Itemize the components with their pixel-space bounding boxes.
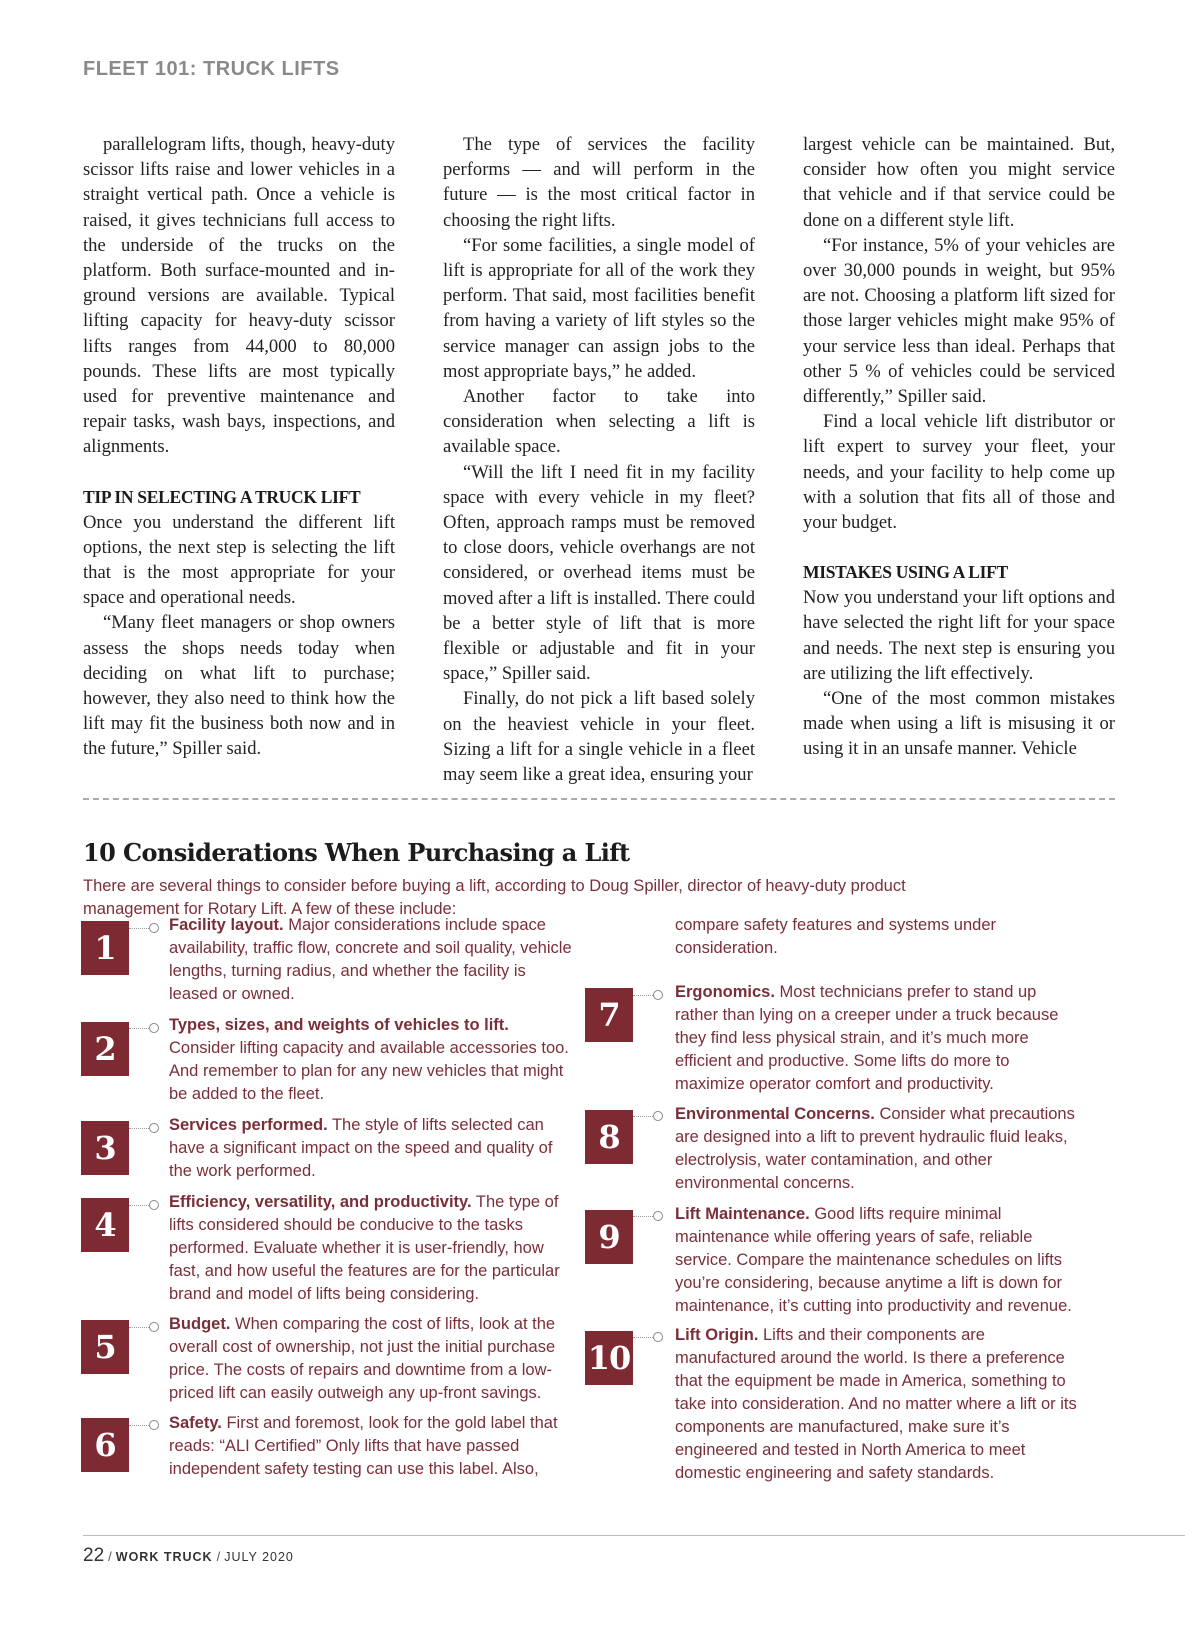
list-item bbox=[169, 1114, 574, 1183]
paragraph: largest vehicle can be maintained. But, consider how often you might service that vehicle and if that service could be done on a different style lift. bbox=[803, 134, 1115, 231]
connector-dot bbox=[653, 1211, 663, 1221]
item-lead: Lift Maintenance. bbox=[675, 1205, 810, 1223]
connector-line bbox=[633, 1116, 655, 1117]
paragraph: Now you understand your lift options and have selected the right lift for your space and needs. The next step is ensuring you are utilizing the lift effectively. bbox=[803, 587, 1115, 684]
paragraph: “For some facilities, a single model of lift is appropriate for all of the work they perform. That said, most facilities benefit from having a variety of lift styles so the service manager can assign jobs to the most appropriate bays,” he added. bbox=[443, 234, 755, 382]
list-item bbox=[675, 1203, 1080, 1318]
list-item bbox=[675, 981, 1080, 1096]
list-item bbox=[675, 1324, 1080, 1485]
item-lead: Safety. bbox=[169, 1414, 222, 1432]
paragraph: Finally, do not pick a lift based solely on the heaviest vehicle in your fleet. Sizing a lift for a single vehicle in a fleet may seem like a great idea, ensuring your bbox=[443, 688, 755, 786]
number-badge: 1 bbox=[81, 921, 129, 975]
section-label: FLEET 101: TRUCK LIFTS bbox=[83, 58, 340, 80]
item-lead: Ergonomics. bbox=[675, 983, 775, 1001]
dashed-divider bbox=[83, 798, 1115, 800]
number-badge: 3 bbox=[81, 1121, 129, 1175]
paragraph: parallelogram lifts, though, heavy-duty scissor lifts raise and lower vehicles in a straight vertical path. Once a vehicle is raised, it gives technicians full access to the underside of the trucks on the platform. Both surface-mounted and in-ground versions are available. Typical lifting capacity for heavy-duty scissor lifts ranges from 44,000 to 80,000 pounds. These lifts are most typically used for preventive maintenance and repair tasks, wash bays, inspections, and alignments. bbox=[83, 134, 395, 458]
connector-line bbox=[129, 1128, 151, 1129]
number-badge: 9 bbox=[585, 1210, 633, 1264]
list-item bbox=[675, 1103, 1080, 1195]
number-badge: 10 bbox=[585, 1331, 633, 1385]
footer-separator: / bbox=[216, 1549, 221, 1564]
article-column-1 bbox=[83, 132, 395, 762]
paragraph: The type of services the facility performs — and will perform in the future — is the most critical factor in choosing the right lifts. bbox=[443, 134, 755, 231]
item-lead: Facility layout. bbox=[169, 916, 284, 934]
item-body: Consider lifting capacity and available accessories too. And remember to plan for any new vehicles that might be added to the fleet. bbox=[169, 1039, 569, 1103]
item-body: First and foremost, look for the gold label that reads: “ALI Certified” Only lifts that have passed independent safety testing can use this label. Also, bbox=[169, 1414, 558, 1478]
item-body: Most technicians prefer to stand up rather than lying on a creeper under a truck because they find less physical strain, and it’s much more efficient and productive. Some lifts do more to maximize operator comfort and productivity. bbox=[675, 983, 1059, 1093]
page-number: 22 bbox=[83, 1545, 105, 1566]
connector-line bbox=[129, 1327, 151, 1328]
article-column-2 bbox=[443, 132, 755, 787]
item-body: The style of lifts selected can have a significant impact on the speed and quality of the work performed. bbox=[169, 1116, 553, 1180]
paragraph: “One of the most common mistakes made when using a lift is misusing it or using it in an unsafe manner. Vehicle bbox=[803, 688, 1115, 760]
connector-line bbox=[129, 1425, 151, 1426]
paragraph: Another factor to take into consideration when selecting a lift is available space. bbox=[443, 386, 755, 458]
list-item bbox=[169, 914, 574, 1006]
list-item bbox=[169, 1014, 574, 1106]
item-body: Major considerations include space availability, traffic flow, concrete and soil quality, vehicle lengths, turning radius, and whether the facility is leased or owned. bbox=[169, 916, 572, 1003]
number-badge: 8 bbox=[585, 1110, 633, 1164]
subheading: MISTAKES USING A LIFT bbox=[803, 562, 1008, 583]
item-lead: Environmental Concerns. bbox=[675, 1105, 875, 1123]
subheading: TIP IN SELECTING A TRUCK LIFT bbox=[83, 486, 361, 507]
item-lead: Types, sizes, and weights of vehicles to lift. bbox=[169, 1016, 509, 1034]
connector-line bbox=[633, 995, 655, 996]
paragraph: Find a local vehicle lift distributor or lift expert to survey your fleet, your needs, and your facility to help come up with a solution that fits all of those and your budget. bbox=[803, 411, 1115, 534]
number-badge: 2 bbox=[81, 1022, 129, 1076]
paragraph: Once you understand the different lift options, the next step is selecting the lift that is the most appropriate for your space and operational needs. bbox=[83, 511, 395, 609]
connector-dot bbox=[653, 1111, 663, 1121]
article-column-3 bbox=[803, 132, 1115, 762]
connector-line bbox=[633, 1337, 655, 1338]
sidebar-title: 10 Considerations When Purchasing a Lift bbox=[83, 838, 630, 867]
item-lead: Budget. bbox=[169, 1315, 231, 1333]
issue-date: JULY 2020 bbox=[224, 1550, 294, 1564]
list-item bbox=[169, 1191, 574, 1306]
item-body: When comparing the cost of lifts, look at the overall cost of ownership, not just the initial purchase price. The costs of repairs and downtime from a low-priced lift can easily outweigh any up-front savings. bbox=[169, 1315, 556, 1402]
paragraph: “Will the lift I need fit in my facility space with every vehicle in my fleet? Often, approach ramps must be removed to close doors, vehicle overhangs are not considered, or overhead items must be moved after a lift is installed. There could be a better style of lift that is more flexible or adjustable and fit in your space,” Spiller said. bbox=[443, 461, 755, 685]
paragraph: “For instance, 5% of your vehicles are over 30,000 pounds in weight, but 95% are not. Choosing a platform lift sized for those larger vehicles might make 95% of your service less than ideal. Perhaps that other 5 % of vehicles could be serviced differently,” Spiller said. bbox=[803, 234, 1115, 408]
connector-dot bbox=[149, 1123, 159, 1133]
item-body: Consider what precautions are designed into a lift to prevent hydraulic fluid leaks, electrolysis, water contamination, and other environmental concerns. bbox=[675, 1105, 1075, 1192]
connector-line bbox=[129, 1028, 151, 1029]
connector-dot bbox=[149, 1200, 159, 1210]
connector-dot bbox=[149, 1420, 159, 1430]
list-item bbox=[169, 1313, 574, 1405]
paragraph: “Many fleet managers or shop owners assess the shops needs today when deciding on what lift to purchase; however, they also need to think how the lift may fit the business both now and in the future,” Spiller said. bbox=[83, 612, 395, 760]
connector-line bbox=[633, 1216, 655, 1217]
connector-line bbox=[129, 928, 151, 929]
publication-name: WORK TRUCK bbox=[115, 1550, 213, 1564]
item-lead: Lift Origin. bbox=[675, 1326, 759, 1344]
connector-dot bbox=[653, 1332, 663, 1342]
footer-separator: / bbox=[108, 1549, 112, 1564]
sidebar-intro: There are several things to consider before buying a lift, according to Doug Spiller, director of heavy-duty product management for Rotary Lift. A few of these include: bbox=[83, 877, 906, 918]
page-footer bbox=[83, 1545, 294, 1567]
number-badge: 7 bbox=[585, 988, 633, 1042]
connector-dot bbox=[149, 923, 159, 933]
item-body: The type of lifts considered should be conducive to the tasks performed. Evaluate whether it is user-friendly, how fast, and how useful the features are for the particular brand and model of lifts being considering. bbox=[169, 1193, 560, 1303]
connector-line bbox=[129, 1205, 151, 1206]
list-item bbox=[169, 1412, 574, 1481]
number-badge: 6 bbox=[81, 1418, 129, 1472]
number-badge: 5 bbox=[81, 1320, 129, 1374]
item-body: Good lifts require minimal maintenance while offering years of safe, reliable service. Compare the maintenance schedules on lifts you’re considering, because anytime a lift is down for maintenance, it’s cutting into productivity and revenue. bbox=[675, 1205, 1072, 1315]
connector-dot bbox=[653, 990, 663, 1000]
number-badge: 4 bbox=[81, 1198, 129, 1252]
item-body: Lifts and their components are manufactured around the world. Is there a preference that the equipment be made in America, something to take into consideration. And no matter where a lift or its components are manufactured, make sure it’s engineered and tested in North America to meet domestic engineering and safety standards. bbox=[675, 1326, 1077, 1482]
connector-dot bbox=[149, 1322, 159, 1332]
item-lead: Efficiency, versatility, and productivity. bbox=[169, 1193, 472, 1211]
item-6-continued: compare safety features and systems under consideration. bbox=[675, 916, 996, 957]
footer-rule bbox=[83, 1535, 1185, 1536]
connector-dot bbox=[149, 1023, 159, 1033]
item-lead: Services performed. bbox=[169, 1116, 328, 1134]
